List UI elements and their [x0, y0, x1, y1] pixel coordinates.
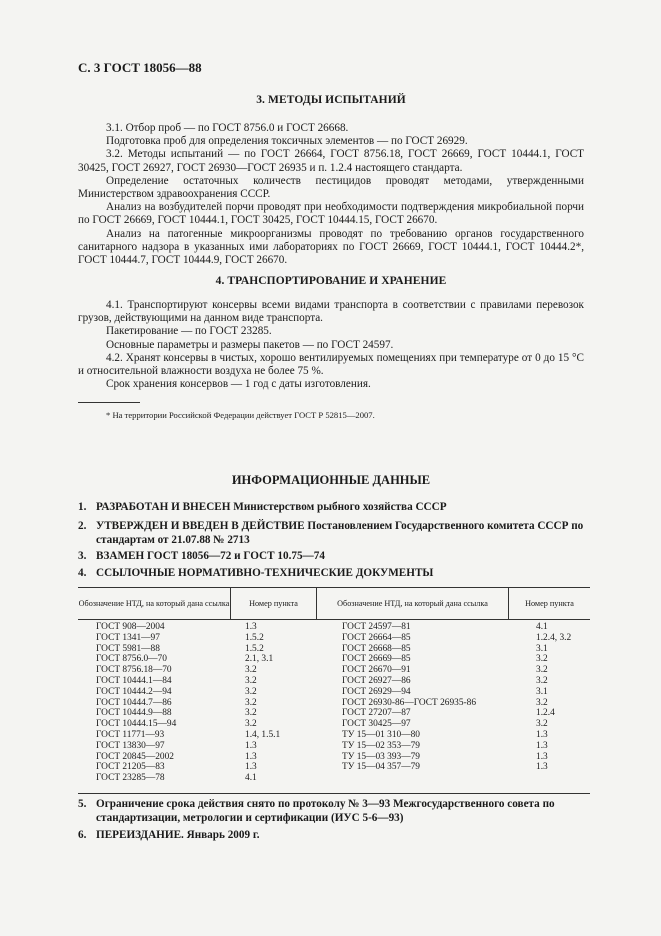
table-cell: ГОСТ 8756.0—70 [96, 654, 167, 665]
table-bottom-border [78, 793, 590, 794]
table-cell: 3.2 [536, 665, 548, 676]
table-cell: ГОСТ 20845—2002 [96, 751, 174, 762]
info-item-1 [78, 500, 588, 514]
paragraph: Анализ на патогенные микроорганизмы проводят по требованию органов государственного санитарного надзора в указанных ими лабораториях по ГОСТ 26669, ГОСТ 10444.1, ГОСТ 10444.2*, ГОСТ 10444.7, ГОСТ 10444.9, ГОСТ 26670. [78, 227, 584, 267]
table-cell: ГОСТ 21205—83 [96, 762, 165, 773]
item-rest: Министерством рыбного хозяйства СССР [230, 501, 447, 513]
table-cell: ГОСТ 23285—78 [96, 773, 165, 784]
table-cell: ГОСТ 10444.15—94 [96, 719, 177, 730]
info-item-6 [78, 828, 588, 842]
table-cell: 1.3 [245, 751, 257, 762]
item-number: 1. [78, 501, 87, 513]
item-number: 6. [78, 829, 87, 841]
item-bold: ССЫЛОЧНЫЕ НОРМАТИВНО-ТЕХНИЧЕСКИЕ ДОКУМЕНТЫ [96, 567, 434, 579]
footnote-divider [78, 402, 140, 403]
item-text: Ограничение срока действия снято по протоколу № 3—93 Межгосударственного совета по стандартизации, метрологии и сертификации (ИУС 5-6—93) [96, 798, 555, 824]
table-col-left-docs [96, 622, 176, 784]
table-cell: ГОСТ 10444.1—84 [96, 675, 172, 686]
table-cell: 3.2 [245, 675, 257, 686]
paragraph: Основные параметры и размеры пакетов — по ГОСТ 24597. [106, 338, 394, 351]
table-col-right-docs [342, 622, 476, 773]
table-cell: 1.3 [245, 762, 257, 773]
table-cell: ГОСТ 27207—87 [342, 708, 411, 719]
table-cell: 3.2 [536, 719, 548, 730]
table-cell: ГОСТ 26664—85 [342, 632, 411, 643]
table-cell: ГОСТ 10444.2—94 [96, 686, 172, 697]
info-item-3 [78, 549, 588, 563]
table-header-cell: Обозначение НТД, на который дана ссылка [78, 598, 230, 608]
section-4-body [78, 299, 584, 391]
table-cell: 1.5.2 [245, 643, 264, 654]
table-cell: ТУ 15—02 353—79 [342, 740, 420, 751]
table-cell: ГОСТ 26929—94 [342, 686, 411, 697]
paragraph: Срок хранения консервов — 1 год с даты изготовления. [106, 378, 371, 391]
table-cell: ГОСТ 13830—97 [96, 740, 165, 751]
section-4-title: 4. ТРАНСПОРТИРОВАНИЕ И ХРАНЕНИЕ [215, 275, 447, 287]
item-number: 3. [78, 550, 87, 562]
table-cell: 1.2.4, 3.2 [536, 632, 572, 643]
table-cell: 1.3 [536, 740, 548, 751]
table-cell: 1.4, 1.5.1 [245, 729, 281, 740]
table-cell: ГОСТ 26930-86—ГОСТ 26935-86 [342, 697, 477, 708]
item-bold: РАЗРАБОТАН И ВНЕСЕН [96, 501, 231, 513]
footnote: * На территории Российской Федерации действует ГОСТ Р 52815—2007. [106, 410, 375, 420]
table-cell: ГОСТ 908—2004 [96, 622, 165, 632]
table-cell: 4.1 [536, 622, 548, 632]
table-cell: 1.3 [536, 751, 548, 762]
item-number: 5. [78, 798, 87, 810]
item-number: 2. [78, 520, 87, 532]
table-header-border [78, 619, 590, 620]
paragraph: 3.2. Методы испытаний — по ГОСТ 26664, ГОСТ 8756.18, ГОСТ 26669, ГОСТ 10444.1, ГОСТ 30425, ГОСТ 26927, ГОСТ 26930—ГОСТ 26935 и п. 1.2.4 настоящего стандарта. [78, 148, 584, 174]
info-item-4 [78, 566, 588, 580]
table-cell: ГОСТ 26668—85 [342, 643, 411, 654]
item-rest: Постановлением Государственного комитета СССР по стандартам от 21.07.88 № 2713 [96, 520, 584, 546]
table-cell: 2.1, 3.1 [245, 654, 274, 665]
info-item-5 [78, 797, 588, 825]
table-cell: 1.2.4 [536, 708, 555, 719]
table-cell: 3.2 [536, 697, 548, 708]
table-cell: ГОСТ 26927—86 [342, 675, 411, 686]
table-cell: 3.2 [245, 665, 257, 676]
info-item-2 [78, 519, 588, 547]
table-cell: ТУ 15—04 357—79 [342, 762, 420, 773]
table-cell: 3.1 [536, 686, 548, 697]
table-cell: 3.2 [536, 675, 548, 686]
paragraph: Определение остаточных количеств пестицидов проводят методами, утвержденными Министерством здравоохранения СССР. [78, 174, 584, 201]
table-cell: ГОСТ 10444.7—86 [96, 697, 172, 708]
table-cell: 3.2 [245, 697, 257, 708]
table-cell: ТУ 15—01 310—80 [342, 729, 420, 740]
table-cell: ГОСТ 30425—97 [342, 719, 411, 730]
paragraph: Пакетирование — по ГОСТ 23285. [106, 325, 272, 338]
item-bold: ВЗАМЕН [96, 550, 145, 562]
item-bold: УТВЕРЖДЕН И ВВЕДЕН В ДЕЙСТВИЕ [96, 520, 305, 532]
table-cell: 3.2 [245, 719, 257, 730]
table-cell: 1.3 [245, 622, 257, 632]
table-cell: 3.2 [536, 654, 548, 665]
table-cell: ГОСТ 11771—93 [96, 729, 165, 740]
table-cell: 1.3 [536, 762, 548, 773]
table-cell: 1.3 [245, 740, 257, 751]
table-cell: ГОСТ 24597—81 [342, 622, 411, 632]
table-cell: ГОСТ 10444.9—88 [96, 708, 172, 719]
table-cell: 3.2 [245, 686, 257, 697]
paragraph: Подготовка проб для определения токсичных элементов — по ГОСТ 26929. [106, 135, 468, 148]
table-col-right-points [536, 622, 571, 773]
item-rest: ГОСТ 18056—72 и ГОСТ 10.75—74 [144, 550, 325, 562]
paragraph: 4.2. Хранят консервы в чистых, хорошо вентилируемых помещениях при температуре от 0 до 15 °С и относительной влажности воздуха не более 75 %. [78, 351, 584, 378]
table-cell: 1.3 [536, 729, 548, 740]
table-cell: ГОСТ 5981—88 [96, 643, 160, 654]
table-cell: ГОСТ 8756.18—70 [96, 665, 172, 676]
table-cell: ГОСТ 1341—97 [96, 632, 160, 643]
table-header-cell: Номер пункта [249, 598, 298, 608]
table-header-cell: Обозначение НТД, на который дана ссылка [337, 598, 488, 608]
table-cell: 3.1 [536, 643, 548, 654]
item-text: ПЕРЕИЗДАНИЕ. Январь 2009 г. [96, 829, 260, 841]
section-3-body [78, 122, 584, 267]
table-cell: 3.2 [245, 708, 257, 719]
paragraph: 4.1. Транспортируют консервы всеми видами транспорта в соответствии с правилами перевозок грузов, действующими на данном виде транспорта. [78, 299, 584, 325]
table-cell: 4.1 [245, 773, 257, 784]
item-number: 4. [78, 567, 87, 579]
page-header: С. 3 ГОСТ 18056—88 [78, 60, 202, 75]
table-cell: 1.5.2 [245, 632, 264, 643]
table-header-cell: Номер пункта [525, 598, 574, 608]
paragraph: Анализ на возбудителей порчи проводят при необходимости подтверждения микробиальной порчи по ГОСТ 26669, ГОСТ 10444.1, ГОСТ 30425, ГОСТ 10444.15, ГОСТ 26670. [78, 201, 584, 227]
info-title: ИНФОРМАЦИОННЫЕ ДАННЫЕ [231, 473, 431, 487]
paragraph: 3.1. Отбор проб — по ГОСТ 8756.0 и ГОСТ 26668. [106, 122, 349, 134]
table-cell: ГОСТ 26670—91 [342, 665, 411, 676]
section-3-title: 3. МЕТОДЫ ИСПЫТАНИЙ [256, 94, 406, 106]
table-col-left-points [245, 622, 280, 784]
table-cell: ГОСТ 26669—85 [342, 654, 411, 665]
table-cell: ТУ 15—03 393—79 [342, 751, 420, 762]
